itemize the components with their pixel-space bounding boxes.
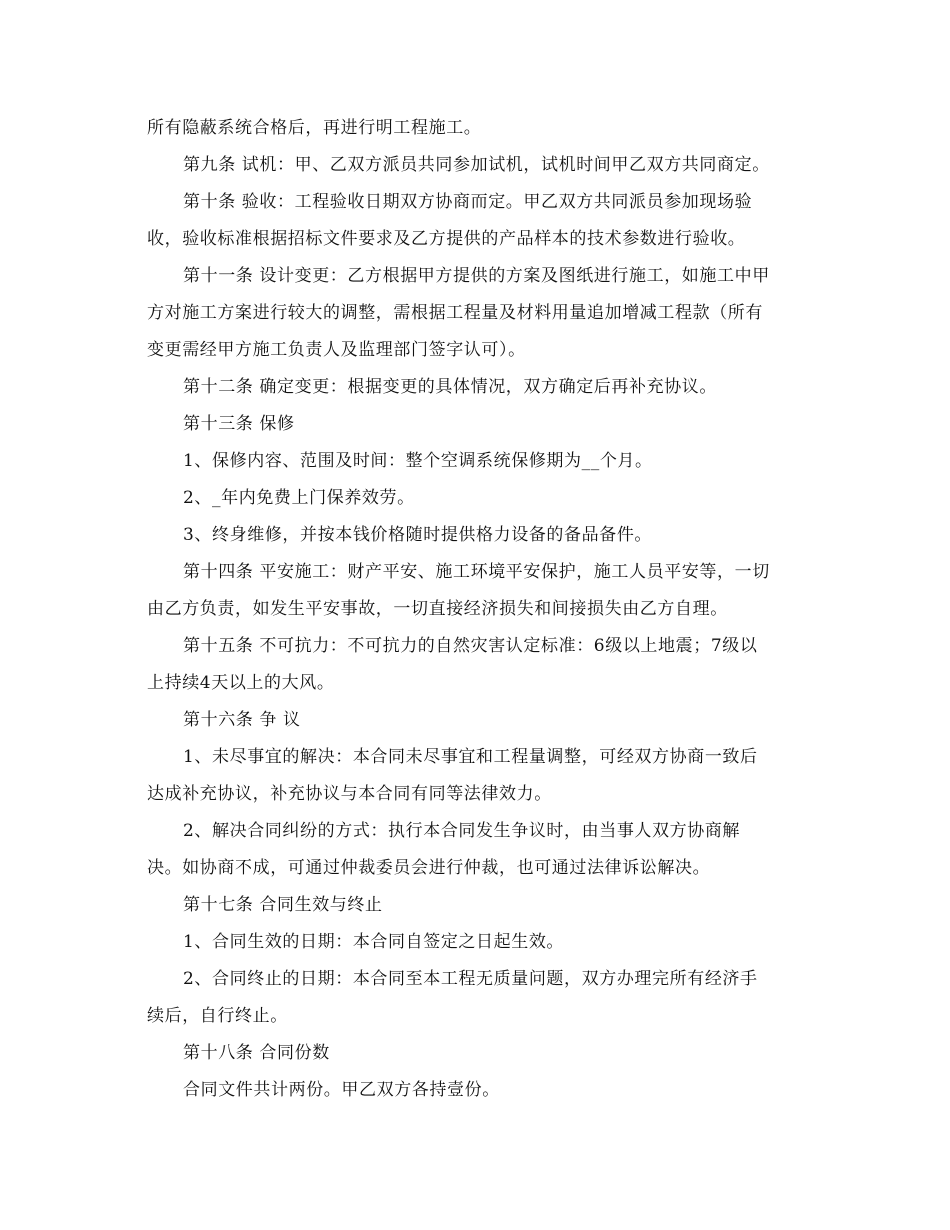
text-line: 方对施工方案进行较大的调整，需根据工程量及材料用量追加增减工程款（所有	[147, 303, 763, 323]
text-line: 第十二条 确定变更：根据变更的具体情况，双方确定后再补充协议。	[183, 377, 718, 397]
text-line: 由乙方负责，如发生平安事故，一切直接经济损失和间接损失由乙方自理。	[147, 599, 728, 619]
list-item: 2、解决合同纠纷的方式：执行本合同发生争议时，由当事人双方协商解	[183, 821, 741, 841]
text-line: 变更需经甲方施工负责人及监理部门签字认可）。	[147, 340, 526, 360]
text-line: 第十四条 平安施工：财产平安、施工环境平安保护，施工人员平安等，一切	[183, 562, 770, 582]
section-heading: 第十八条 合同份数	[183, 1043, 330, 1063]
list-item: 2、合同终止的日期：本合同至本工程无质量问题，双方办理完所有经济手	[183, 969, 758, 989]
section-heading: 第十三条 保修	[183, 414, 295, 434]
text-line: 第九条 试机：甲、乙双方派员共同参加试机，试机时间甲乙双方共同商定。	[183, 155, 770, 175]
list-item: 2、_年内免费上门保养效劳。	[183, 488, 415, 508]
text-line: 上持续4天以上的大风。	[147, 673, 335, 693]
text-line: 第十五条 不可抗力：不可抗力的自然灾害认定标准：6级以上地震；7级以	[183, 636, 758, 656]
text-line: 决。如协商不成，可通过仲裁委员会进行仲裁，也可通过法律诉讼解决。	[147, 858, 711, 878]
text-line: 合同文件共计两份。甲乙双方各持壹份。	[183, 1080, 500, 1100]
list-item: 1、保修内容、范围及时间：整个空调系统保修期为__个月。	[183, 451, 653, 471]
text-line: 所有隐蔽系统合格后，再进行明工程施工。	[147, 118, 482, 138]
text-line: 收，验收标准根据招标文件要求及乙方提供的产品样本的技术参数进行验收。	[147, 229, 746, 249]
text-line: 达成补充协议，补充协议与本合同有同等法律效力。	[147, 784, 552, 804]
section-heading: 第十六条 争 议	[183, 710, 301, 730]
text-line: 第十一条 设计变更：乙方根据甲方提供的方案及图纸进行施工，如施工中甲	[183, 266, 770, 286]
text-line: 续后，自行终止。	[147, 1006, 288, 1026]
list-item: 1、合同生效的日期：本合同自签定之日起生效。	[183, 932, 565, 952]
list-item: 3、终身维修，并按本钱价格随时提供格力设备的备品备件。	[183, 525, 653, 545]
text-line: 第十条 验收：工程验收日期双方协商而定。甲乙双方共同派员参加现场验	[183, 192, 753, 212]
section-heading: 第十七条 合同生效与终止	[183, 895, 383, 915]
list-item: 1、未尽事宜的解决：本合同未尽事宜和工程量调整，可经双方协商一致后	[183, 747, 758, 767]
